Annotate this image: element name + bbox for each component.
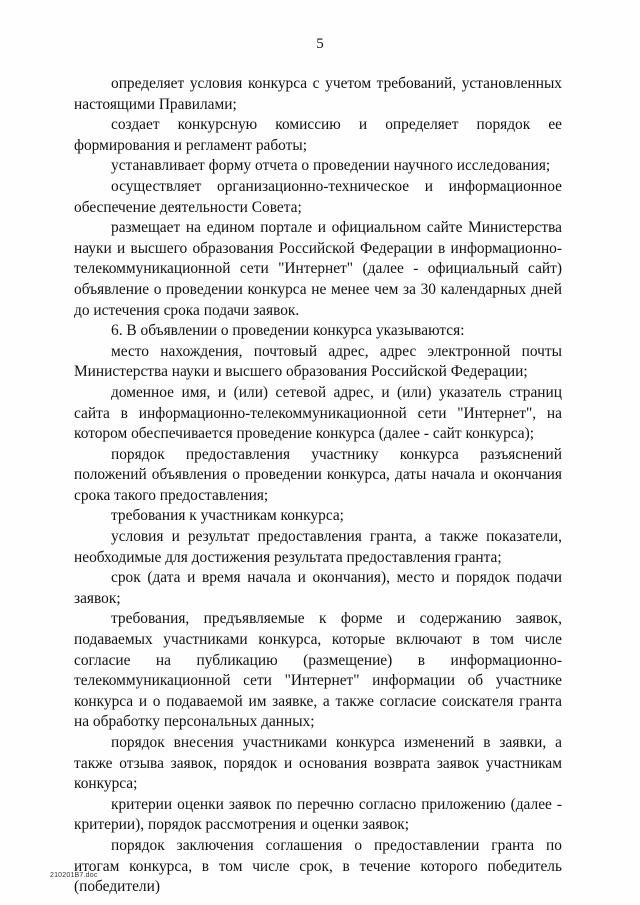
paragraph: критерии оценки заявок по перечню согласно приложению (далее - критерии), порядок рассмотрения и оценки заявок; xyxy=(74,795,562,834)
paragraph: размещает на едином портале и официальном сайте Министерства науки и высшего образования Российской Федерации в информационно-телекоммуникационной сети "Интернет" (далее - официальный сайт) объявление о проведении конкурса не менее чем за 30 календарных дней до истечения срока подачи заявок. xyxy=(74,219,562,319)
document-body xyxy=(74,74,562,898)
file-name-footer: 210201В7.doc xyxy=(50,872,98,879)
paragraph: порядок внесения участниками конкурса изменений в заявки, а также отзыва заявок, порядок и основания возврата заявок участникам конкурса; xyxy=(74,734,562,793)
paragraph: требования, предъявляемые к форме и содержанию заявок, подаваемых участниками конкурса, которые включают в том числе согласие на публикацию (размещение) в информационно-телекоммуникационной сети "Интернет" информации об участнике конкурса и о подаваемой им заявке, а также согласие соискателя гранта на обработку персональных данных; xyxy=(74,610,562,731)
paragraph: устанавливает форму отчета о проведении научного исследования; xyxy=(111,157,551,175)
page-number: 5 xyxy=(316,36,324,52)
paragraph: срок (дата и время начала и окончания), место и порядок подачи заявок; xyxy=(74,569,562,607)
section-heading-paragraph: 6. В объявлении о проведении конкурса указываются: xyxy=(111,322,465,340)
paragraph: требования к участникам конкурса; xyxy=(111,507,344,525)
paragraph: порядок предоставления участнику конкурса разъяснений положений объявления о проведении конкурса, даты начала и окончания срока такого предоставления; xyxy=(74,445,562,504)
paragraph: порядок заключения соглашения о предоставлении гранта по итогам конкурса, в том числе срок, в течение которого победитель (победители) xyxy=(74,836,562,896)
paragraph: определяет условия конкурса с учетом требований, установленных настоящими Правилами; xyxy=(74,75,562,113)
paragraph: доменное имя, и (или) сетевой адрес, и (или) указатель страниц сайта в информационно-телекоммуникационной сети "Интернет", на котором обеспечивается проведение конкурса (далее - сайт конкурса); xyxy=(74,383,562,443)
paragraph: место нахождения, почтовый адрес, адрес электронной почты Министерства науки и высшего образования Российской Федерации; xyxy=(74,342,562,381)
paragraph: создает конкурсную комиссию и определяет порядок ее формирования и регламент работы; xyxy=(74,116,562,154)
paragraph: условия и результат предоставления гранта, а также показатели, необходимые для достижения результата предоставления гранта; xyxy=(74,528,562,566)
paragraph: осуществляет организационно-техническое и информационное обеспечение деятельности Совета; xyxy=(74,177,562,216)
